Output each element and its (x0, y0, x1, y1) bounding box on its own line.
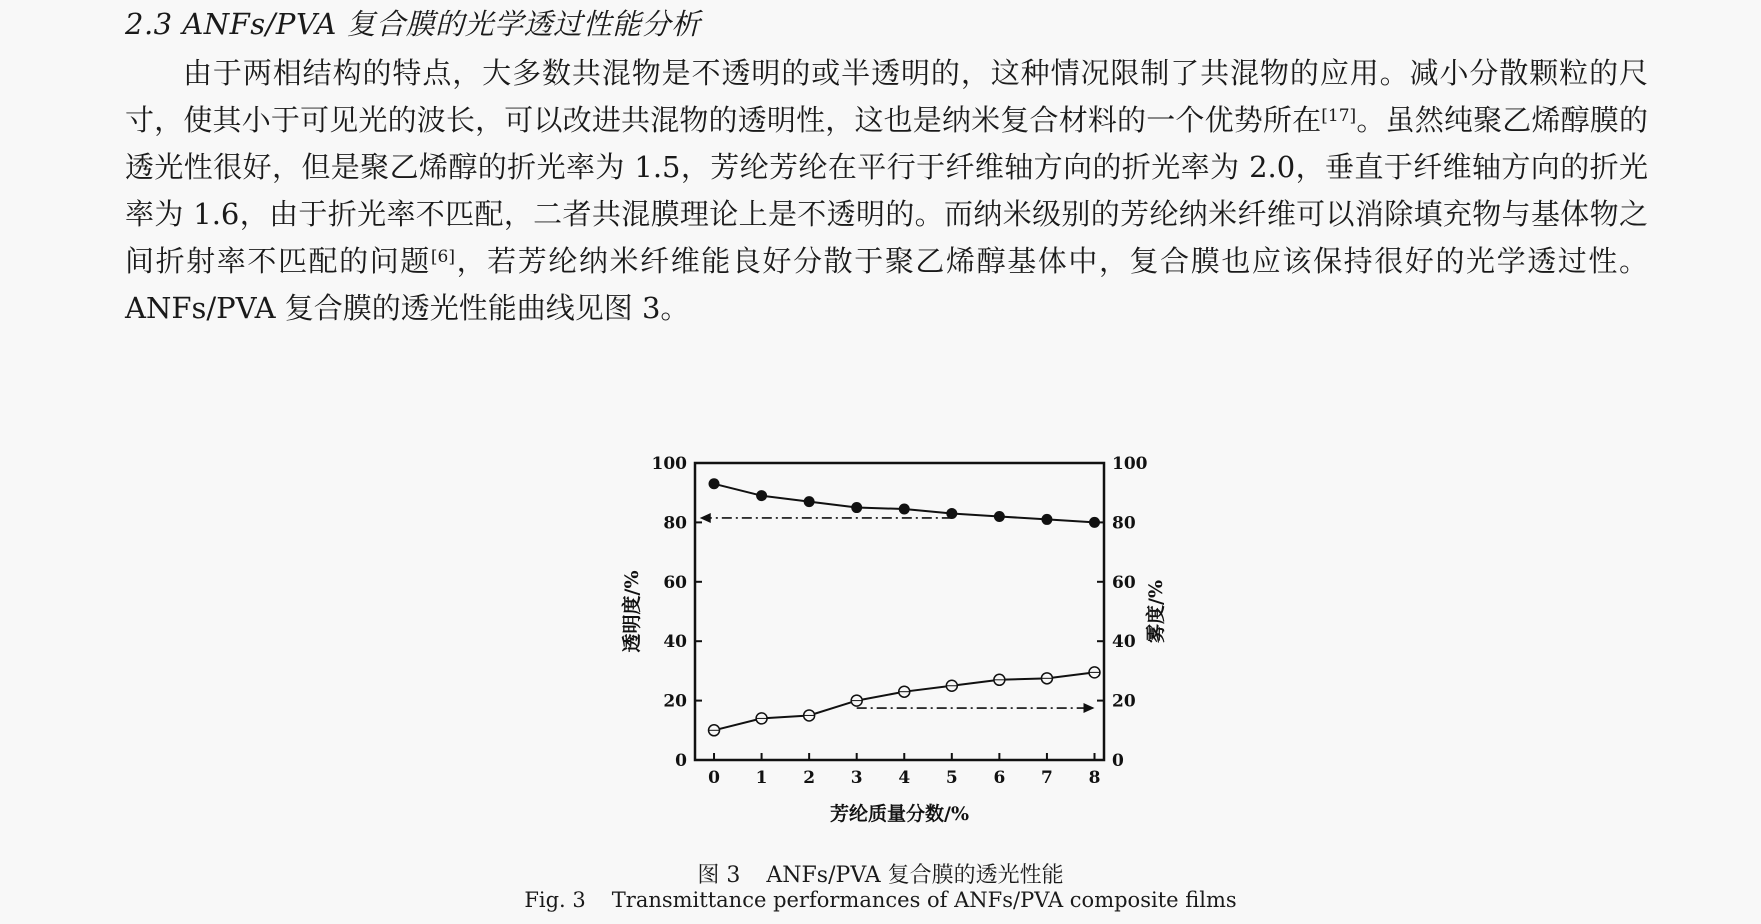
series-layer (709, 478, 1100, 736)
x-tick-label: 8 (1088, 768, 1101, 788)
figure-label-en: Fig. 3 (524, 888, 586, 912)
x-tick-label: 3 (850, 768, 863, 788)
x-tick-label: 5 (945, 768, 958, 788)
x-axis-title: 芳纶质量分数/% (830, 803, 969, 825)
series-line-2 (714, 672, 1094, 730)
x-tick-label: 7 (1041, 768, 1053, 788)
y-right-tick-label: 100 (1112, 454, 1148, 474)
y-right-tick-label: 60 (1112, 572, 1136, 593)
y-right-axis-title: 雾度/% (1145, 580, 1167, 643)
y-right-tick-label: 0 (1112, 751, 1124, 771)
x-tick-label: 0 (708, 768, 720, 788)
citation-6[interactable]: [6] (430, 247, 455, 267)
series-line-1 (714, 484, 1094, 523)
data-point-hollow (756, 713, 767, 724)
x-tick-label: 6 (993, 768, 1006, 788)
data-point-filled (851, 502, 862, 513)
data-point-filled (804, 496, 815, 507)
figure-caption-cn (0, 858, 1761, 889)
section-title: 2.3 ANFs/PVA 复合膜的光学透过性能分析 (125, 7, 701, 41)
annotation-arrowhead (1083, 703, 1094, 713)
data-point-hollow (709, 725, 720, 736)
x-tick-label: 1 (755, 768, 768, 788)
data-point-filled (1041, 514, 1052, 525)
data-point-filled (994, 511, 1005, 522)
data-point-hollow (994, 674, 1005, 685)
figure-title-cn: ANFs/PVA 复合膜的透光性能 (766, 863, 1064, 888)
data-point-hollow (946, 680, 957, 691)
annotation-arrowhead (700, 513, 711, 523)
data-point-filled (756, 490, 767, 501)
data-point-hollow (1089, 667, 1100, 678)
y-left-tick-label: 80 (663, 513, 687, 534)
plot-frame (695, 463, 1104, 760)
data-point-filled (946, 508, 957, 519)
data-point-hollow (804, 710, 815, 721)
x-tick-label: 4 (898, 768, 911, 788)
y-right-tick-label: 40 (1112, 632, 1136, 653)
y-left-tick-label: 40 (663, 632, 687, 653)
figure-title-en: Transmittance performances of ANFs/PVA composite films (611, 888, 1237, 912)
paragraph-text-3: ，若芳纶纳米纤维能良好分散于聚乙烯醇基体中，复合膜也应该保持很好的光学透过性。ANFs/PVA 复合膜的透光性能曲线见图 3。 (125, 244, 1648, 325)
label-layer (620, 454, 1167, 825)
y-left-tick-label: 0 (675, 751, 687, 771)
data-point-filled (899, 504, 910, 515)
y-left-tick-label: 60 (663, 572, 687, 593)
data-point-filled (709, 478, 720, 489)
y-right-tick-label: 80 (1112, 513, 1136, 534)
data-point-filled (1089, 517, 1100, 528)
paragraph-text-2: 。虽然纯聚乙烯醇膜的透光性很好，但是聚乙烯醇的折光率为 1.5，芳纶芳纶在平行于纤维轴方向的折光率为 2.0，垂直于纤维轴方向的折光率为 1.6，由于折光率不匹配，二者共混膜理论上是不透明的。而纳米级别的芳纶纳米纤维可以消除填充物与基体物之间折射率不匹配的问题 (125, 103, 1648, 278)
chart-frame-layer (695, 463, 1104, 760)
y-left-tick-label: 100 (651, 454, 687, 474)
paragraph-text-1: 由于两相结构的特点，大多数共混物是不透明的或半透明的，这种情况限制了共混物的应用。减小分散颗粒的尺寸，使其小于可见光的波长，可以改进共混物的透明性，这也是纳米复合材料的一个优势所在 (125, 56, 1648, 137)
figure-caption-en (0, 888, 1761, 912)
data-point-hollow (899, 686, 910, 697)
y-left-tick-label: 20 (663, 691, 687, 712)
annotation-layer (700, 513, 1095, 713)
body-paragraph (125, 50, 1648, 332)
data-point-hollow (851, 695, 862, 706)
y-left-axis-title: 透明度/% (621, 570, 643, 653)
y-right-tick-label: 20 (1112, 691, 1136, 712)
citation-17[interactable]: [17] (1321, 106, 1357, 126)
data-point-hollow (1041, 673, 1052, 684)
x-tick-label: 2 (803, 768, 816, 788)
figure-label-cn: 图 3 (697, 863, 741, 888)
